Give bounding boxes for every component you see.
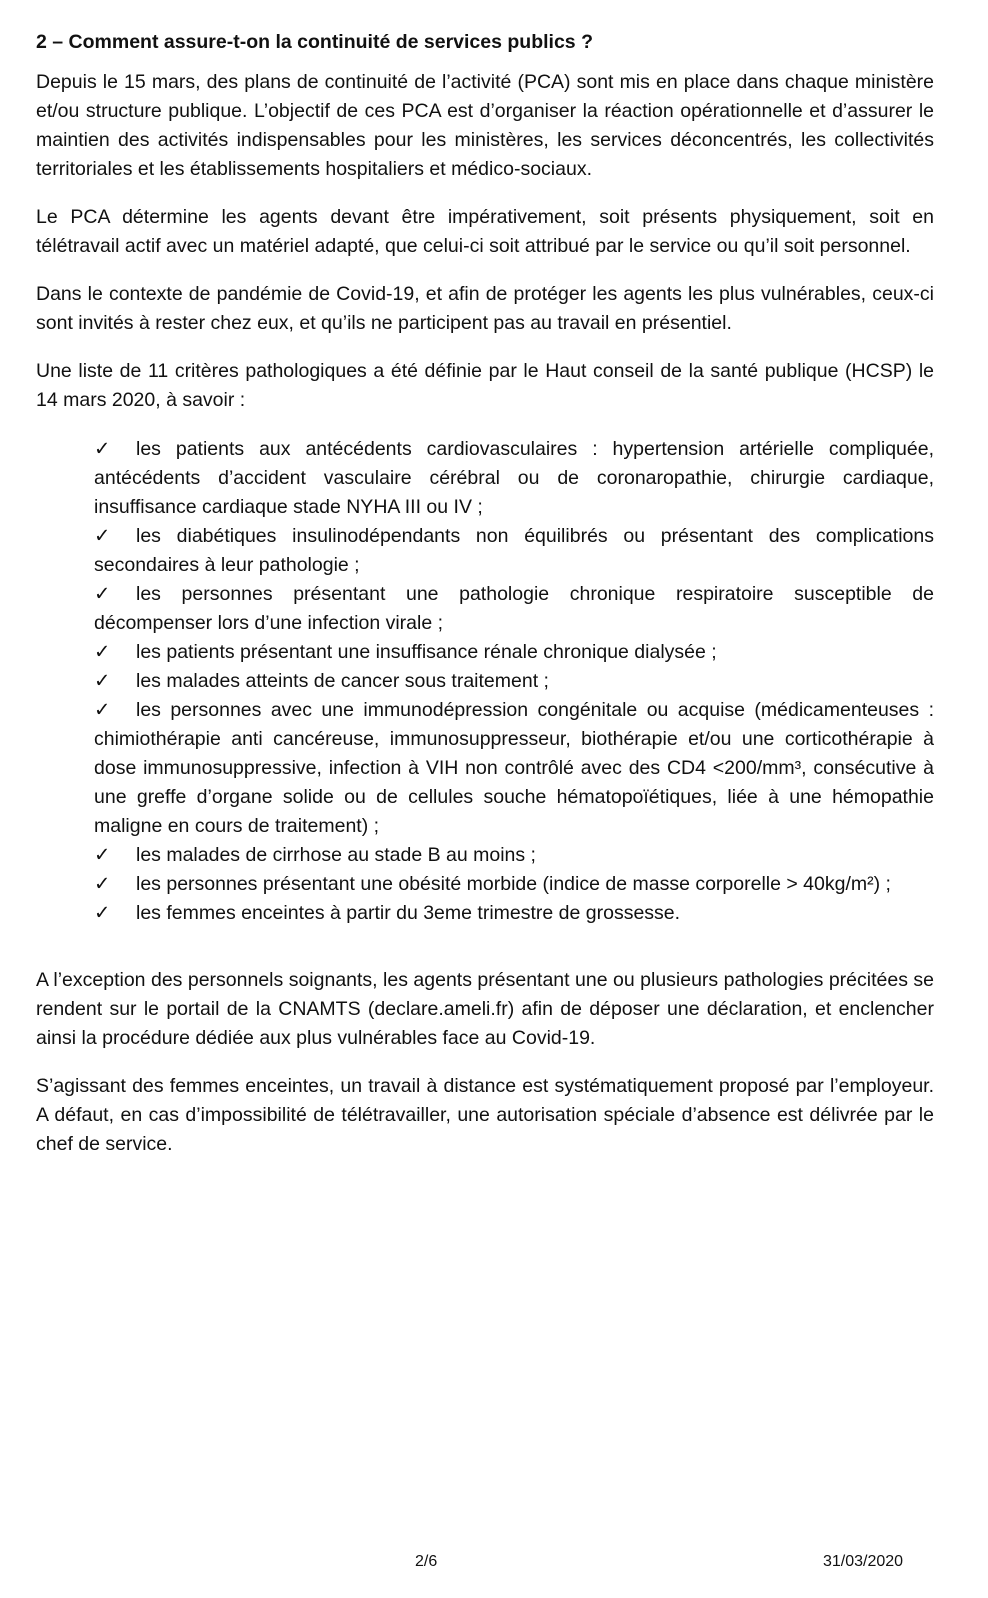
paragraph-pca-intro: Depuis le 15 mars, des plans de continuité de l’activité (PCA) sont mis en place dans chaque ministère et/ou structure publique. L’objectif de ces PCA est d’organiser la réaction opérationnelle et d’assurer le maintien des activités indispensables pour les ministères, les services déconcentrés, les collectivités territoriales et les établissements hospitaliers et médico-sociaux. [36, 71, 934, 180]
paragraph-pregnant-women: S’agissant des femmes enceintes, un travail à distance est systématiquement proposé par l’employeur. A défaut, en cas d’impossibilité de télétravailler, une autorisation spéciale d’absence est délivrée par le chef de service. [36, 1075, 934, 1155]
criteria-list [94, 435, 934, 928]
criteria-text: les malades atteints de cancer sous traitement ; [136, 670, 549, 692]
checkmark-icon: ✓ [94, 902, 111, 924]
list-item [94, 580, 934, 638]
criteria-text: les patients présentant une insuffisance rénale chronique dialysée ; [136, 641, 717, 663]
list-item [94, 899, 934, 928]
paragraph-pca-agents: Le PCA détermine les agents devant être impérativement, soit présents physiquement, soit en télétravail actif avec un matériel adapté, que celui-ci soit attribué par le service ou qu’il soit personnel. [36, 206, 934, 257]
criteria-text: les personnes présentant une obésité morbide (indice de masse corporelle > 40kg/m²) ; [136, 873, 891, 895]
list-item [94, 841, 934, 870]
section-heading: 2 – Comment assure-t-on la continuité de services publics ? [36, 31, 593, 53]
checkmark-icon: ✓ [94, 844, 111, 866]
checkmark-icon: ✓ [94, 583, 111, 605]
criteria-text: les personnes présentant une pathologie chronique respiratoire susceptible de décompenser lors d’une infection virale ; [94, 583, 934, 634]
document-page [36, 28, 934, 1178]
checkmark-icon: ✓ [94, 641, 111, 663]
criteria-text: les patients aux antécédents cardiovasculaires : hypertension artérielle compliquée, antécédents d’accident vasculaire cérébral ou de coronaropathie, chirurgie cardiaque, insuffisance cardiaque stade NYHA III ou IV ; [94, 438, 934, 518]
checkmark-icon: ✓ [94, 873, 111, 895]
list-item [94, 435, 934, 522]
checkmark-icon: ✓ [94, 670, 111, 692]
paragraph-exception: A l’exception des personnels soignants, les agents présentant une ou plusieurs pathologies précitées se rendent sur le portail de la CNAMTS (declare.ameli.fr) afin de déposer une déclaration, et enclencher ainsi la procédure dédiée aux plus vulnérables face au Covid-19. [36, 969, 934, 1049]
paragraph-criteria-intro: Une liste de 11 critères pathologiques a été définie par le Haut conseil de la santé publique (HCSP) le 14 mars 2020, à savoir : [36, 360, 934, 411]
criteria-text: les diabétiques insulinodépendants non équilibrés ou présentant des complications secondaires à leur pathologie ; [94, 525, 934, 576]
list-item [94, 522, 934, 580]
paragraph-covid-context: Dans le contexte de pandémie de Covid-19, et afin de protéger les agents les plus vulnérables, ceux-ci sont invités à rester chez eux, et qu’ils ne participent pas au travail en présentiel. [36, 283, 934, 334]
checkmark-icon: ✓ [94, 525, 111, 547]
document-date: 31/03/2020 [823, 1553, 904, 1570]
criteria-text: les personnes avec une immunodépression congénitale ou acquise (médicamenteuses : chimiothérapie anti cancéreuse, immunosuppresseur, biothérapie et/ou une corticothérapie à dose immunosuppressive, infection à VIH non contrôlé avec des CD4 <200/mm³, consécutive à une greffe d’organe solide ou de cellules souche hématopoïétiques, liée à une hémopathie maligne en cours de traitement) ; [94, 699, 934, 837]
checkmark-icon: ✓ [94, 699, 111, 721]
list-item [94, 667, 934, 696]
criteria-text: les malades de cirrhose au stade B au moins ; [136, 844, 536, 866]
list-item [94, 870, 934, 899]
list-item [94, 696, 934, 841]
page-number: 2/6 [415, 1553, 438, 1570]
checkmark-icon: ✓ [94, 438, 111, 460]
list-item [94, 638, 934, 667]
criteria-text: les femmes enceintes à partir du 3eme trimestre de grossesse. [136, 902, 681, 924]
